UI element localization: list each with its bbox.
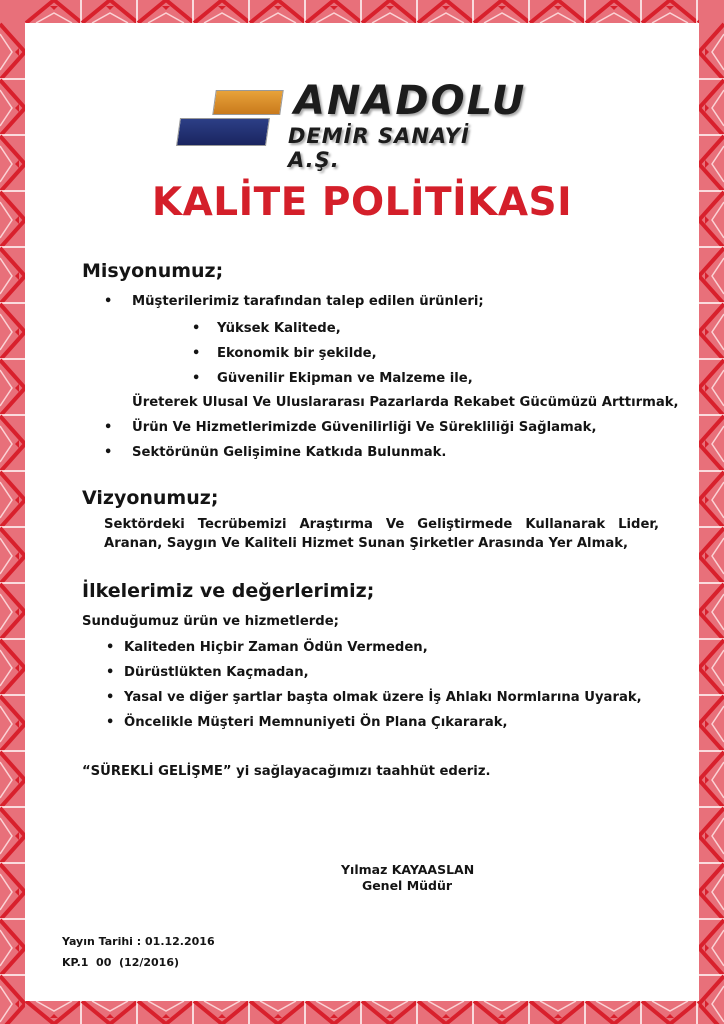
border-tile [699, 920, 724, 976]
vision-heading: Vizyonumuz; [82, 487, 219, 509]
border-tile [0, 304, 25, 360]
principles-intro: Sunduğumuz ürün ve hizmetlerde; [82, 614, 339, 629]
border-tile [418, 1001, 474, 1024]
bullet-icon: • [106, 665, 115, 680]
bullet-icon: • [192, 346, 201, 361]
border-tile [530, 1001, 586, 1024]
border-tile [194, 1001, 250, 1024]
border-tile [0, 528, 25, 584]
border-tile [699, 864, 724, 920]
border-tile [699, 528, 724, 584]
border-tile [699, 584, 724, 640]
company-logo [176, 78, 527, 172]
signatory-role: Genel Müdür [361, 878, 453, 893]
document-code: KP.1 00 (12/2016) [62, 956, 180, 969]
border-tile [699, 416, 724, 472]
publish-date: Yayın Tarihi : 01.12.2016 [62, 935, 215, 948]
mission-sub-item: Güvenilir Ekipman ve Malzeme ile, [217, 371, 473, 386]
bullet-icon: • [106, 715, 115, 730]
border-tile [642, 1001, 698, 1024]
border-tile [699, 80, 724, 136]
border-right [699, 0, 724, 1024]
border-tile [0, 864, 25, 920]
border-tile [0, 920, 25, 976]
border-tile [699, 248, 724, 304]
border-tile [0, 976, 25, 1024]
principles-heading: İlkelerimiz ve değerlerimiz; [82, 580, 375, 602]
border-tile [0, 248, 25, 304]
border-tile [250, 0, 306, 23]
mission-continuation: Üreterek Ulusal Ve Uluslararası Pazarlarda Rekabet Gücümüzü Arttırmak, [132, 395, 679, 410]
mission-sub-item: Yüksek Kalitede, [217, 321, 341, 336]
border-tile [138, 0, 194, 23]
bullet-icon: • [106, 690, 115, 705]
border-tile [0, 24, 25, 80]
border-tile [699, 808, 724, 864]
principle-item: Yasal ve diğer şartlar başta olmak üzere İş Ahlakı Normlarına Uyarak, [124, 690, 642, 705]
border-tile [586, 1001, 642, 1024]
border-tile [26, 0, 82, 23]
border-tile [0, 472, 25, 528]
border-tile [82, 1001, 138, 1024]
border-tile [0, 808, 25, 864]
mission-sub-item: Ekonomik bir şekilde, [217, 346, 377, 361]
border-tile [699, 640, 724, 696]
bullet-icon: • [106, 640, 115, 655]
border-tile [250, 1001, 306, 1024]
bullet-icon: • [104, 420, 113, 435]
logo-orange-bar [212, 90, 284, 115]
border-tile [418, 0, 474, 23]
border-tile [306, 0, 362, 23]
bullet-icon: • [104, 294, 113, 309]
border-top [0, 0, 724, 23]
border-tile [0, 80, 25, 136]
border-tile [474, 1001, 530, 1024]
border-tile [699, 752, 724, 808]
border-tile [474, 0, 530, 23]
border-tile [138, 1001, 194, 1024]
border-tile [642, 0, 698, 23]
vision-text: Sektördeki Tecrübemizi Araştırma Ve Geliştirmede Kullanarak Lider, Aranan, Saygın Ve Kaliteli Hizmet Sunan Şirketler Arasında Yer Almak, [104, 517, 659, 551]
border-tile [0, 360, 25, 416]
border-bottom [0, 1001, 724, 1024]
border-tile [699, 696, 724, 752]
principle-item: Kaliteden Hiçbir Zaman Ödün Vermeden, [124, 640, 428, 655]
border-tile [0, 416, 25, 472]
principle-item: Öncelikle Müşteri Memnuniyeti Ön Plana Çıkararak, [124, 715, 508, 730]
border-tile [362, 1001, 418, 1024]
border-tile [194, 0, 250, 23]
mission-item: Sektörünün Gelişimine Katkıda Bulunmak. [132, 445, 447, 460]
principle-item: Dürüstlükten Kaçmadan, [124, 665, 309, 680]
border-tile [699, 24, 724, 80]
border-tile [530, 0, 586, 23]
signatory-name: Yılmaz KAYAASLAN [341, 862, 475, 877]
bullet-icon: • [192, 321, 201, 336]
commitment-statement: “SÜREKLİ GELİŞME” yi sağlayacağımızı taahhüt ederiz. [82, 764, 491, 779]
border-tile [0, 640, 25, 696]
border-tile [362, 0, 418, 23]
bullet-icon: • [192, 371, 201, 386]
logo-name: ANADOLU [294, 78, 527, 124]
border-tile [306, 1001, 362, 1024]
border-tile [0, 752, 25, 808]
border-tile [699, 472, 724, 528]
border-tile [0, 584, 25, 640]
border-tile [699, 304, 724, 360]
mission-item: Ürün Ve Hizmetlerimizde Güvenilirliği Ve Sürekliliği Sağlamak, [132, 420, 597, 435]
border-tile [586, 0, 642, 23]
border-tile [26, 1001, 82, 1024]
logo-blue-bar [176, 118, 270, 146]
border-tile [699, 360, 724, 416]
mission-heading: Misyonumuz; [82, 260, 224, 282]
mission-intro: Müşterilerimiz tarafından talep edilen ürünleri; [132, 294, 484, 309]
logo-subtitle: DEMİR SANAYİ A.Ş. [288, 124, 470, 172]
border-left [0, 0, 25, 1024]
border-tile [0, 696, 25, 752]
bullet-icon: • [104, 445, 113, 460]
border-tile [82, 0, 138, 23]
document-title: KALİTE POLİTİKASI [151, 180, 573, 225]
border-tile [699, 976, 724, 1024]
